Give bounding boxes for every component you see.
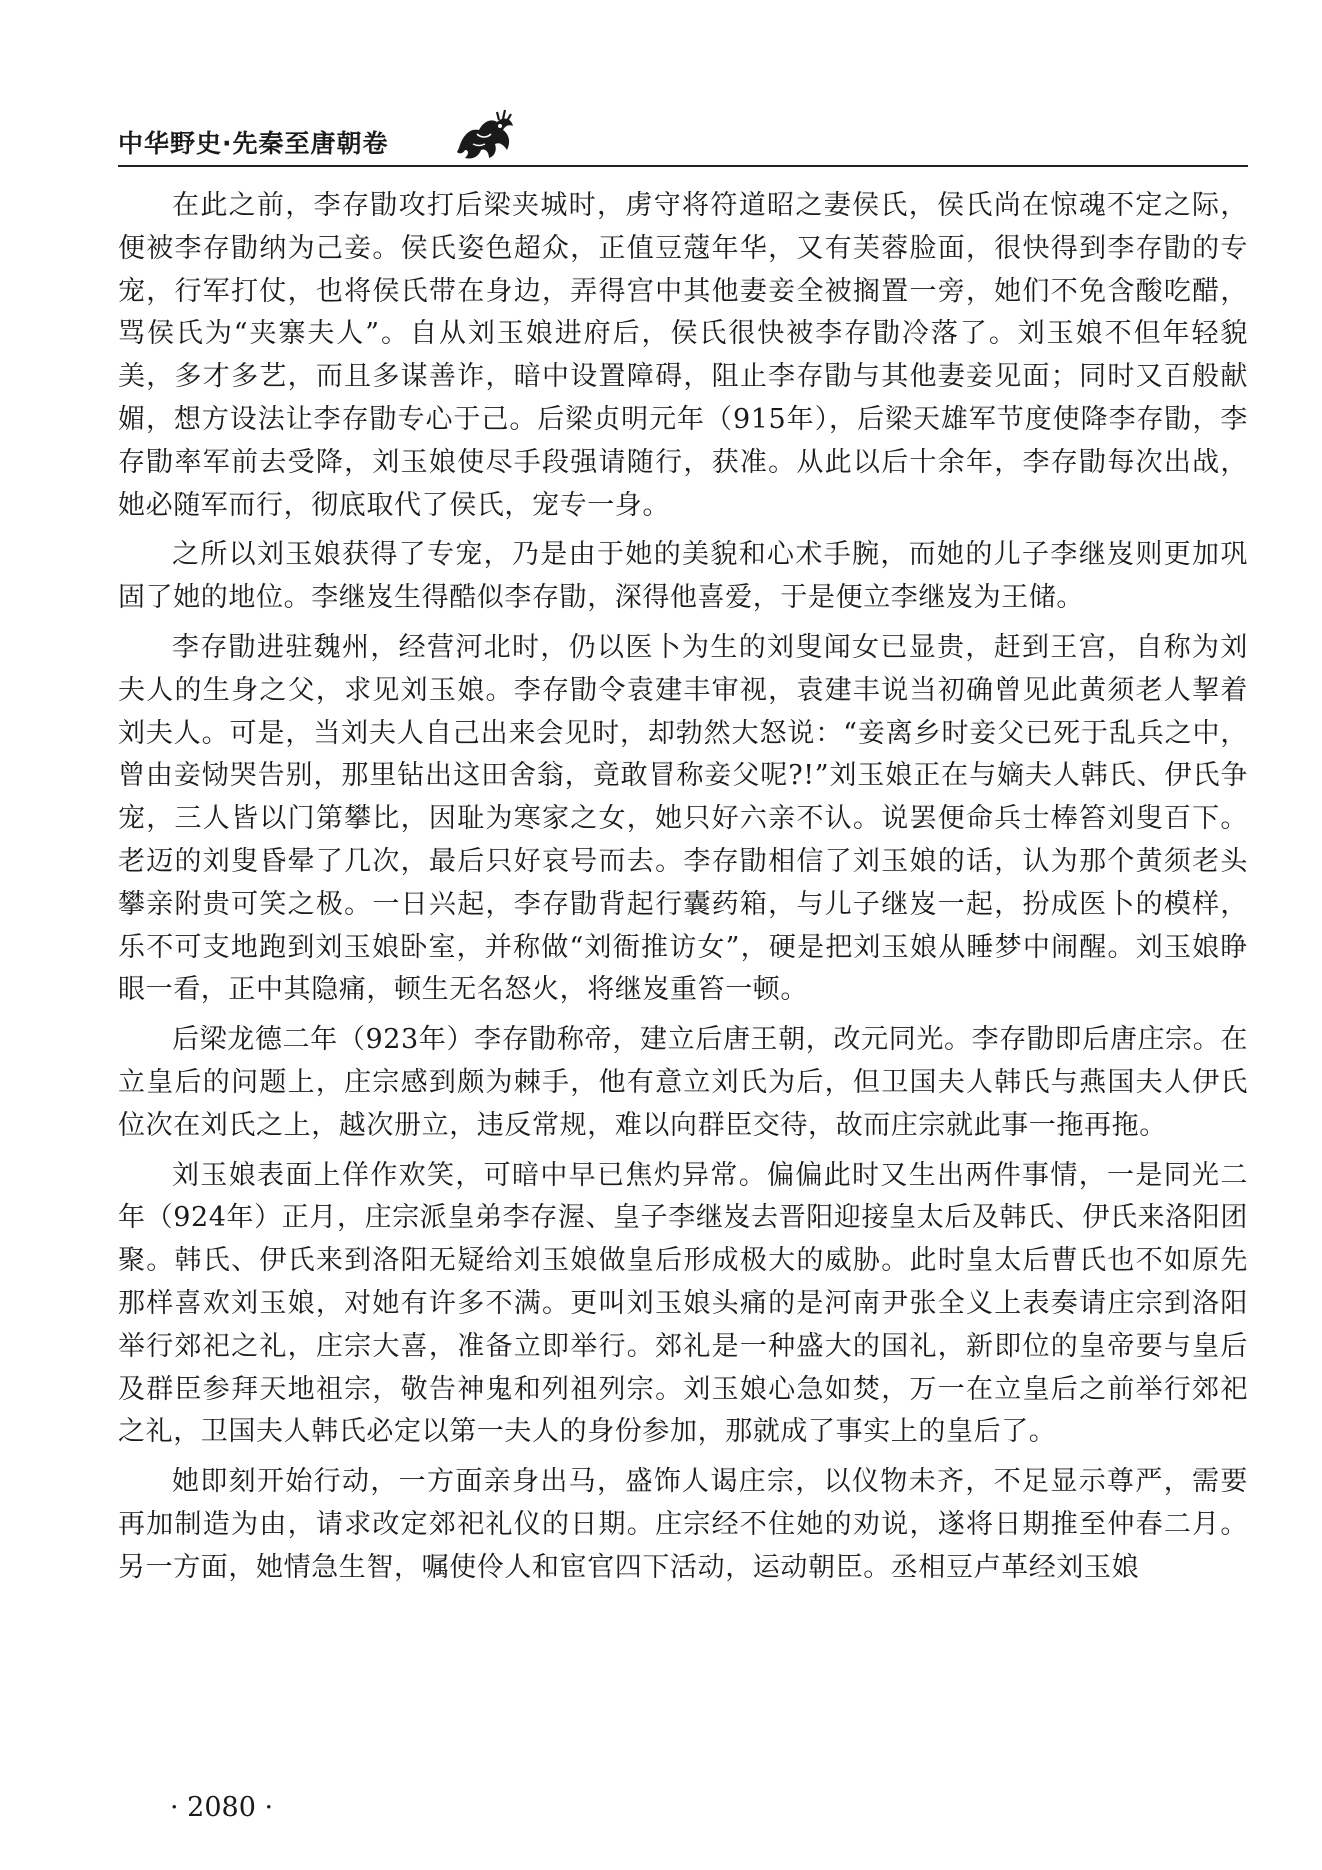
paragraph: 后梁龙德二年（923年）李存勖称帝，建立后唐王朝，改元同光。李存勖即后唐庄宗。在立皇后的问题上，庄宗感到颇为棘手，他有意立刘氏为后，但卫国夫人韩氏与燕国夫人伊氏位次在刘氏之上，越次册立，违反常规，难以向群臣交待，故而庄宗就此事一拖再拖。 — [118, 1024, 1248, 1141]
paragraph: 之所以刘玉娘获得了专宠，乃是由于她的美貌和心术手腕，而她的儿子李继岌则更加巩固了她的地位。李继岌生得酷似李存勖，深得他喜爱，于是便立李继岌为王储。 — [118, 539, 1248, 614]
paragraph: 刘玉娘表面上佯作欢笑，可暗中早已焦灼异常。偏偏此时又生出两件事情，一是同光二年（924年）正月，庄宗派皇弟李存渥、皇子李继岌去晋阳迎接皇太后及韩氏、伊氏来洛阳团聚。韩氏、伊氏来到洛阳无疑给刘玉娘做皇后形成极大的威胁。此时皇太后曹氏也不如原先那样喜欢刘玉娘，对她有许多不满。更叫刘玉娘头痛的是河南尹张全义上表奏请庄宗到洛阳举行郊祀之礼，庄宗大喜，准备立即举行。郊礼是一种盛大的国礼，新即位的皇帝要与皇后及群臣参拜天地祖宗，敬告神鬼和列祖列宗。刘玉娘心急如焚，万一在立皇后之前举行郊祀之礼，卫国夫人韩氏必定以第一夫人的身份参加，那就成了事实上的皇后了。 — [118, 1159, 1248, 1448]
running-header — [118, 104, 1248, 174]
book-title: 中华野史·先秦至唐朝卷 — [118, 129, 389, 158]
body-text — [118, 185, 1248, 1597]
page-number: · 2080 · — [170, 1792, 274, 1823]
paragraph: 她即刻开始行动，一方面亲身出马，盛饰人谒庄宗，以仪物未齐，不足显示尊严，需要再加制造为由，请求改定郊祀礼仪的日期。庄宗经不住她的劝说，遂将日期推至仲春二月。另一方面，她情急生智，嘱使伶人和宦官四下活动，运动朝臣。丞相豆卢革经刘玉娘 — [118, 1466, 1248, 1583]
paragraph: 李存勖进驻魏州，经营河北时，仍以医卜为生的刘叟闻女已显贵，赶到王宫，自称为刘夫人的生身之父，求见刘玉娘。李存勖令袁建丰审视，袁建丰说当初确曾见此黄须老人挈着刘夫人。可是，当刘夫人自己出来会见时，却勃然大怒说：“妾离乡时妾父已死于乱兵之中，曾由妾恸哭告别，那里钻出这田舍翁，竟敢冒称妾父呢?!”刘玉娘正在与嫡夫人韩氏、伊氏争宠，三人皆以门第攀比，因耻为寒家之女，她只好六亲不认。说罢便命兵士棒笞刘叟百下。老迈的刘叟昏晕了几次，最后只好哀号而去。李存勖相信了刘玉娘的话，认为那个黄须老头攀亲附贵可笑之极。一日兴起，李存勖背起行囊药箱，与儿子继岌一起，扮成医卜的模样，乐不可支地跑到刘玉娘卧室，并称做“刘衙推访女”，硬是把刘玉娘从睡梦中闹醒。刘玉娘睁眼一看，正中其隐痛，顿生无名怒火，将继岌重笞一顿。 — [118, 631, 1248, 1006]
paragraph: 在此之前，李存勖攻打后梁夹城时，虏守将符道昭之妻侯氏，侯氏尚在惊魂不定之际，便被李存勖纳为己妾。侯氏姿色超众，正值豆蔻年华，又有芙蓉脸面，很快得到李存勖的专宠，行军打仗，也将侯氏带在身边，弄得宫中其他妻妾全被搁置一旁，她们不免含酸吃醋，骂侯氏为“夹寨夫人”。自从刘玉娘进府后，侯氏很快被李存勖冷落了。刘玉娘不但年轻貌美，多才多艺，而且多谋善诈，暗中设置障碍，阻止李存勖与其他妻妾见面；同时又百般献媚，想方设法让李存勖专心于己。后梁贞明元年（915年），后梁天雄军节度使降李存勖，李存勖率军前去受降，刘玉娘使尽手段强请随行，获准。从此以后十余年，李存勖每次出战，她必随军而行，彻底取代了侯氏，宠专一身。 — [118, 190, 1248, 521]
dragon-emblem-icon — [453, 104, 519, 164]
header-rule — [118, 165, 1248, 167]
